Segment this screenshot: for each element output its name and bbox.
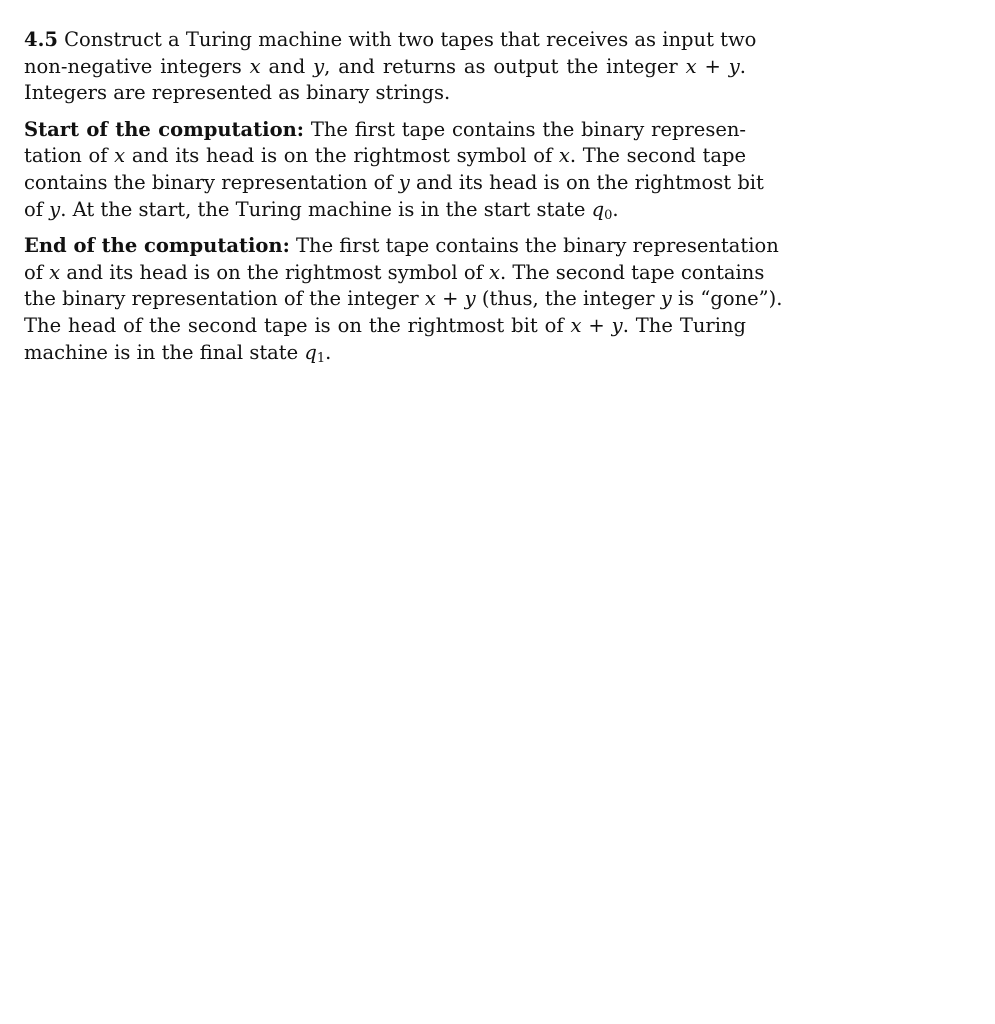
document-page: [24, 27, 783, 376]
text-line: contains the binary representation of y and its head is on the rightmost bit: [24, 170, 764, 194]
text-line: Start of the computation: The first tape contains the binary represen-: [24, 117, 747, 141]
text-line: tation of x and its head is on the rightmost symbol of x. The second tape: [24, 144, 746, 168]
end-heading: End of the computation:: [24, 234, 290, 258]
text-line: machine is in the final state $q_1$.: [24, 340, 332, 366]
text-line: The head of the second tape is on the rightmost bit of x + y. The Turing: [24, 313, 746, 337]
exercise-number: 4.5: [24, 28, 58, 51]
end-of-computation-paragraph: [24, 233, 783, 366]
text-line: 4.5 Construct a Turing machine with two tapes that receives as input two: [24, 28, 757, 51]
start-of-computation-paragraph: [24, 117, 764, 223]
text-line: of x and its head is on the rightmost symbol of x. The second tape contains: [24, 260, 765, 284]
start-heading: Start of the computation:: [24, 117, 304, 141]
text-line: End of the computation: The first tape contains the binary representation: [24, 234, 779, 258]
text-line: the binary representation of the integer x + y (thus, the integer y is “gone”).: [24, 287, 783, 311]
text-line: of y. At the start, the Turing machine is in the start state $q_0$.: [24, 197, 619, 223]
text-line: non-negative integers x and y, and returns as output the integer x + y.: [24, 54, 746, 78]
text-line: Integers are represented as binary strings.: [24, 81, 451, 105]
exercise-paragraph: [24, 27, 757, 107]
